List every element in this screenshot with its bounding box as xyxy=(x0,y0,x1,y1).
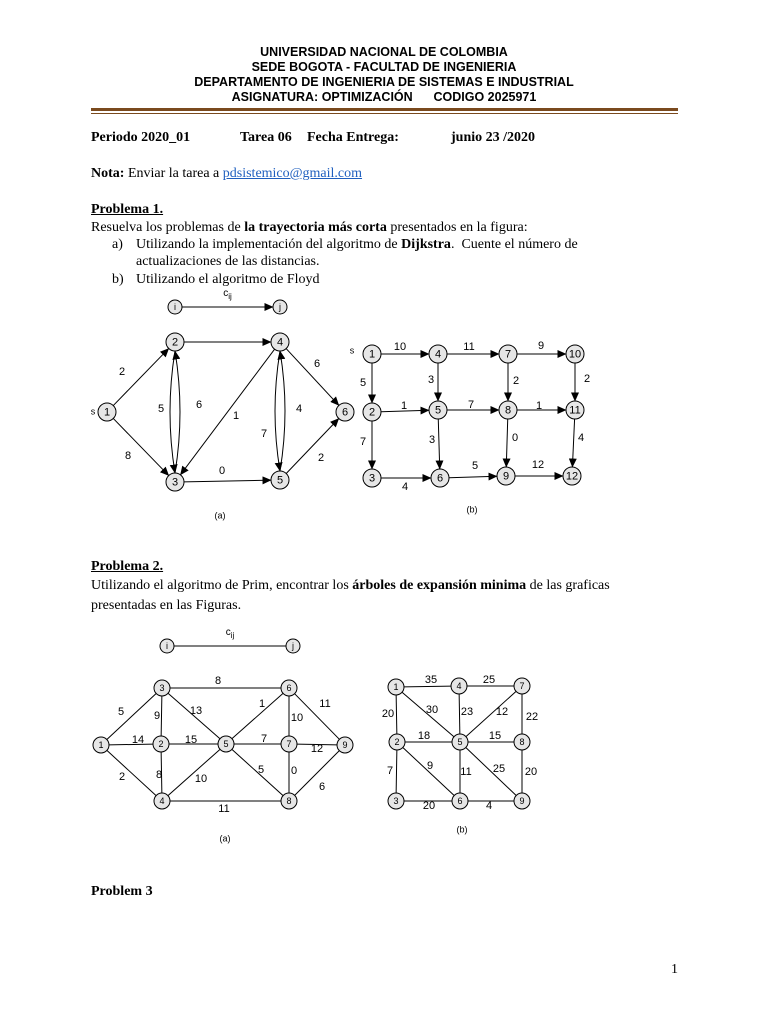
g1a-edge-4-5 xyxy=(275,351,280,471)
legend2-node-j-label: j xyxy=(292,640,294,651)
g2a-weight-6-9: 11 xyxy=(319,697,331,710)
g1b-weight-3-6: 4 xyxy=(401,480,409,493)
g2b-node-1-label: 1 xyxy=(393,681,399,692)
g2b-weight-4-5: 23 xyxy=(460,705,474,718)
g1a-weight-3-2: 6 xyxy=(195,398,203,411)
g2a-weight-1-4: 2 xyxy=(118,770,126,783)
g2b-node-8-label: 8 xyxy=(519,736,525,747)
g1b-caption: (b) xyxy=(466,504,478,515)
g2b-weight-5-8: 15 xyxy=(488,729,502,742)
g2b-weight-5-6: 11 xyxy=(460,765,472,778)
item-a-marker: a) xyxy=(112,237,123,252)
legend2-cost-label: $c_{ij}$ xyxy=(225,627,235,640)
g1a-edge-4-6 xyxy=(286,349,339,406)
p2-post: de las graficas xyxy=(526,578,610,593)
g1b-weight-9-12: 12 xyxy=(531,458,545,471)
g2b-weight-1-5: 30 xyxy=(425,703,439,716)
g2b-node-6-label: 6 xyxy=(457,795,463,806)
g2a-caption: (a) xyxy=(219,833,231,844)
legend1-node-j-label: j xyxy=(279,301,281,312)
g2b-weight-1-2: 20 xyxy=(381,707,395,720)
g2a-weight-3-6: 8 xyxy=(214,674,222,687)
g2a-weight-2-4: 8 xyxy=(155,768,163,781)
g1b-node-1-label: 1 xyxy=(368,348,376,361)
g1a-caption: (a) xyxy=(214,510,226,521)
g1a-weight-1-3: 8 xyxy=(124,449,132,462)
problema1-title: Problema 1. xyxy=(91,202,164,217)
g1b-node-8-label: 8 xyxy=(504,404,512,417)
g1a-weight-5-4: 4 xyxy=(295,402,303,415)
g1b-weight-5-6: 3 xyxy=(428,433,436,446)
g1a-source-label: s xyxy=(90,406,96,417)
g1b-weight-1-4: 10 xyxy=(393,340,407,353)
university-name: UNIVERSIDAD NACIONAL DE COLOMBIA xyxy=(260,45,508,59)
g1b-node-12-label: 12 xyxy=(565,470,579,483)
page-number: 1 xyxy=(671,962,678,977)
g2a-weight-7-8: 0 xyxy=(290,764,298,777)
g1b-node-4-label: 4 xyxy=(434,348,442,361)
g1b-weight-6-9: 5 xyxy=(471,459,479,472)
p2-bold: árboles de expansión minima xyxy=(352,578,527,593)
g1a-node-1-label: 1 xyxy=(103,406,111,419)
problema2-line2: presentadas en las Figuras. xyxy=(91,598,242,613)
g1a-node-3-label: 3 xyxy=(171,476,179,489)
g1a-node-5-label: 5 xyxy=(276,474,284,487)
g1a-edge-5-6 xyxy=(286,419,339,474)
g2b-caption: (b) xyxy=(456,824,468,835)
faculty-name: SEDE BOGOTA - FACULTAD DE INGENIERIA xyxy=(251,60,517,74)
g1b-edge-5-6 xyxy=(438,419,439,469)
g1a-node-6-label: 6 xyxy=(341,406,349,419)
item-b-marker: b) xyxy=(112,272,124,287)
g1a-weight-4-3: 1 xyxy=(232,409,240,422)
g2a-edge-8-9 xyxy=(295,751,340,796)
g2a-node-6-label: 6 xyxy=(286,682,292,693)
g1a-weight-1-2: 2 xyxy=(118,365,126,378)
g1b-weight-10-11: 2 xyxy=(583,372,591,385)
g2b-edge-5-9 xyxy=(466,748,516,796)
g2b-node-4-label: 4 xyxy=(456,680,462,691)
legend2-node-i-label: i xyxy=(166,640,168,651)
g2b-weight-1-4: 35 xyxy=(424,673,438,686)
g2a-weight-1-2: 14 xyxy=(131,733,145,746)
g1a-weight-5-6: 2 xyxy=(317,451,325,464)
item-b-text: Utilizando el algoritmo de Floyd xyxy=(136,272,320,287)
g1a-edge-2-3 xyxy=(170,351,175,473)
g1b-node-6-label: 6 xyxy=(436,472,444,485)
g1b-weight-7-10: 9 xyxy=(537,339,545,352)
g2b-weight-2-3: 7 xyxy=(386,764,394,777)
department-name: DEPARTAMENTO DE INGENIERIA DE SISTEMAS E INDUSTRIAL xyxy=(194,75,574,89)
nota-text: Enviar la tarea a xyxy=(124,166,223,181)
g1a-edge-1-3 xyxy=(113,418,168,475)
g2a-edge-1-3 xyxy=(107,693,156,739)
g1a-weight-2-3: 5 xyxy=(157,402,165,415)
g1b-node-11-label: 11 xyxy=(569,404,581,417)
problema3-title: Problem 3 xyxy=(91,884,153,899)
intro-bold: la trayectoria más corta xyxy=(244,220,387,235)
g2b-weight-7-5: 12 xyxy=(495,705,509,718)
g2b-weight-3-6: 20 xyxy=(422,799,436,812)
g2a-node-5-label: 5 xyxy=(223,738,229,749)
g2a-node-7-label: 7 xyxy=(286,738,292,749)
g2b-node-3-label: 3 xyxy=(393,795,399,806)
g2b-weight-5-9: 25 xyxy=(492,762,506,775)
g2b-edge-2-3 xyxy=(396,750,397,793)
g1a-weight-4-5: 7 xyxy=(260,427,268,440)
nota-label: Nota: xyxy=(91,166,125,181)
g2a-edge-1-4 xyxy=(107,750,156,795)
g1b-weight-4-7: 11 xyxy=(463,340,475,353)
g2a-weight-5-8: 5 xyxy=(257,763,265,776)
g2b-node-5-label: 5 xyxy=(457,736,463,747)
g2b-node-9-label: 9 xyxy=(519,795,525,806)
legend1-node-i-label: i xyxy=(174,301,176,312)
g2a-weight-6-7: 10 xyxy=(290,711,304,724)
g2a-node-3-label: 3 xyxy=(159,682,165,693)
problema2-title: Problema 2. xyxy=(91,559,164,574)
g2a-weight-8-9: 6 xyxy=(318,780,326,793)
g2a-weight-1-3: 5 xyxy=(117,705,125,718)
g2a-weight-5-7: 7 xyxy=(260,732,268,745)
email-link[interactable]: pdsistemico@gmail.com xyxy=(222,166,363,181)
g2b-node-7-label: 7 xyxy=(519,680,525,691)
g1a-node-4-label: 4 xyxy=(276,336,284,349)
g1b-source-label: s xyxy=(349,345,355,356)
g1a-edge-4-3 xyxy=(180,349,274,475)
g2b-weight-6-9: 4 xyxy=(485,799,493,812)
g1b-weight-11-12: 4 xyxy=(577,431,585,444)
g2b-weight-7-8: 22 xyxy=(525,710,539,723)
g1b-node-7-label: 7 xyxy=(504,348,512,361)
fecha-value: junio 23 /2020 xyxy=(451,130,536,145)
g1b-node-2-label: 2 xyxy=(368,406,376,419)
g1b-weight-8-11: 1 xyxy=(535,399,543,412)
g2a-node-8-label: 8 xyxy=(286,795,292,806)
g1b-weight-1-2: 5 xyxy=(359,376,367,389)
g2a-node-1-label: 1 xyxy=(98,739,104,750)
tarea: Tarea 06 xyxy=(240,130,292,145)
g1a-edge-5-4 xyxy=(280,351,285,471)
g2a-weight-4-5: 10 xyxy=(194,772,208,785)
g2b-edge-1-2 xyxy=(396,695,397,734)
g2a-weight-5-6: 1 xyxy=(258,697,266,710)
g1b-weight-7-8: 2 xyxy=(512,374,520,387)
g2b-weight-8-9: 20 xyxy=(524,765,538,778)
item-a-pre: Utilizando la implementación del algoritmo de xyxy=(136,237,402,252)
g2a-edge-3-2 xyxy=(161,696,162,736)
g1b-weight-4-5: 3 xyxy=(427,373,435,386)
g1b-weight-2-5: 1 xyxy=(400,399,408,412)
g2a-node-9-label: 9 xyxy=(342,739,348,750)
fecha-label: Fecha Entrega: xyxy=(307,130,399,145)
g2b-edge-1-4 xyxy=(404,686,451,687)
course-line: ASIGNATURA: OPTIMIZACIÓN CODIGO 2025971 xyxy=(231,90,537,104)
g1b-node-3-label: 3 xyxy=(368,472,376,485)
g2a-weight-7-9: 12 xyxy=(310,742,324,755)
g1b-edge-11-12 xyxy=(572,419,574,467)
item-a-line2: actualizaciones de las distancias. xyxy=(136,254,320,269)
g2a-weight-4-8: 11 xyxy=(218,802,230,815)
periodo: Periodo 2020_01 xyxy=(91,130,191,145)
item-a-bold: Dijkstra xyxy=(401,237,451,252)
g1a-weight-4-6: 6 xyxy=(313,357,321,370)
g2a-node-4-label: 4 xyxy=(159,795,165,806)
g2a-node-2-label: 2 xyxy=(158,738,164,749)
p2-pre: Utilizando el algoritmo de Prim, encontrar los xyxy=(91,578,353,593)
g1b-node-5-label: 5 xyxy=(434,404,442,417)
g1b-weight-2-3: 7 xyxy=(359,435,367,448)
g1a-weight-3-5: 0 xyxy=(218,464,226,477)
g1b-edge-8-9 xyxy=(506,419,507,467)
g2b-edge-4-5 xyxy=(459,694,460,734)
g1b-weight-8-9: 0 xyxy=(511,431,519,444)
item-a-post: . Cuente el número de xyxy=(450,237,578,252)
legend1-cost-label: $c_{ij}$ xyxy=(223,288,232,301)
g1a-edge-3-2 xyxy=(175,351,180,473)
g1a-node-2-label: 2 xyxy=(171,336,179,349)
g2a-edge-5-6 xyxy=(232,693,283,738)
g1b-edge-6-9 xyxy=(449,476,497,477)
g2b-node-2-label: 2 xyxy=(394,736,400,747)
intro-pre: Resuelva los problemas de xyxy=(91,220,245,235)
g2b-weight-4-7: 25 xyxy=(482,673,496,686)
g1b-weight-5-8: 7 xyxy=(467,398,475,411)
g2a-weight-2-5: 15 xyxy=(184,733,198,746)
g2b-weight-2-5: 18 xyxy=(417,729,431,742)
g1b-node-9-label: 9 xyxy=(502,470,510,483)
g2a-weight-3-2: 9 xyxy=(153,709,161,722)
g2b-weight-2-6: 9 xyxy=(426,759,434,772)
g2a-weight-3-5: 13 xyxy=(189,704,203,717)
intro-post: presentados en la figura: xyxy=(386,220,528,235)
g1a-edge-3-5 xyxy=(184,480,271,482)
g1b-node-10-label: 10 xyxy=(568,348,582,361)
